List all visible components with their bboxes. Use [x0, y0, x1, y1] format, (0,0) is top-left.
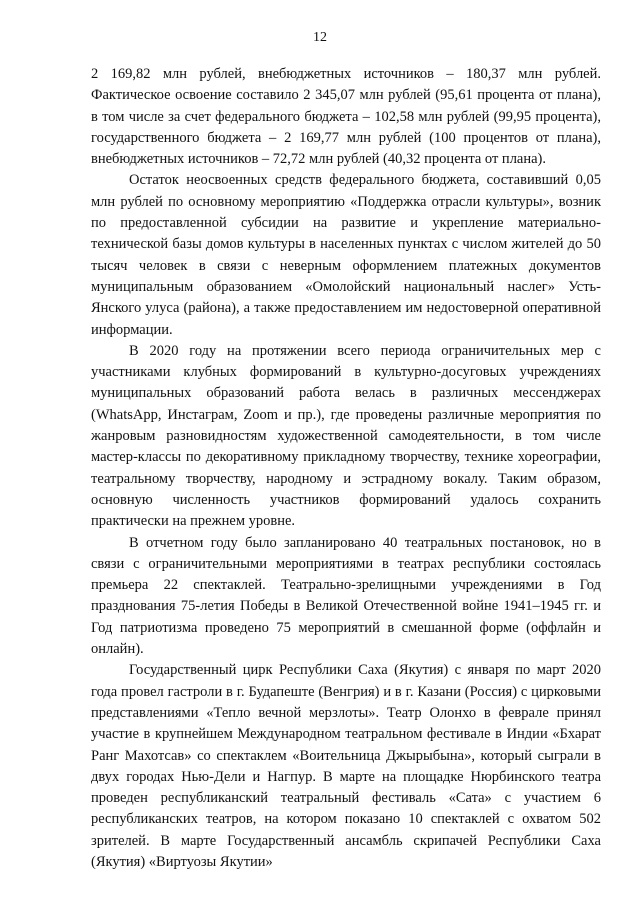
paragraph-budget-execution: 2 169,82 млн рублей, внебюджетных источников – 180,37 млн рублей. Фактическое освоение составило 2 345,07 млн рублей (95,61 процента от плана), в том числе за счет федерального бюджета – 102,58 млн рублей (99,95 процента), государственного бюджета – 2 169,77 млн рублей (100 процентов от плана), внебюджетных источников – 72,72 млн рублей (40,32 процента от плана).	[91, 66, 601, 168]
page-number: 12	[313, 30, 327, 45]
paragraph-circus-tours: Государственный цирк Республики Саха (Якутия) с января по март 2020 года провел гастроли в г. Будапеште (Венгрия) и в г. Казани (Россия) с цирковыми представлениями «Тепло вечной мерзлоты». Театр Олонхо в феврале принял участие в крупнейшем Международном театральном фестивале в Индии «Бхарат Ранг Махотсав» со спектаклем «Воительница Джырыбына», который сыграли в двух городах Нью-Дели и Нагпур. В марте на площадке Нюрбинского театра проведен республиканский театральный фестиваль «Сата» с участием 6 республиканских театров, на котором показано 10 спектаклей с охватом 502 зрителей. В марте Государственный ансамбль скрипачей Республики Саха (Якутия) «Виртуозы Якутии»	[91, 662, 601, 870]
paragraph-club-activities: В 2020 году на протяжении всего периода ограничительных мер с участниками клубных формирований в культурно-досуговых учреждениях муниципальных образований работа велась в различных мессенджерах (WhatsApp, Инстаграм, Zoom и пр.), где проведены различные мероприятия по жанровым разновидностям художественной самодеятельности, в том числе мастер-классы по декоративному прикладному творчеству, технике хореографии, театральному творчеству, народному и эстрадному вокалу. Таким образом, основную численность участников формирований удалось сохранить практически на прежнем уровне.	[91, 342, 601, 530]
paragraph-unspent-funds: Остаток неосвоенных средств федерального бюджета, составивший 0,05 млн рублей по основному мероприятию «Поддержка отрасли культуры», возник по предоставленной субсидии на развитие и укрепление материально-технической базы домов культуры в населенных пунктах с числом жителей до 50 тысяч человек в связи с неверным оформлением платежных документов муниципальным образованием «Омолойский национальный наслег» Усть-Янского улуса (района), а также предоставлением им недостоверной оперативной информации.	[91, 172, 601, 338]
paragraph-theatre-productions: В отчетном году было запланировано 40 театральных постановок, но в связи с ограничительными мероприятиями в театрах республики состоялась премьера 22 спектаклей. Театрально-зрелищными учреждениями в Год празднования 75-летия Победы в Великой Отечественной войне 1941–1945 гг. и Год патриотизма проведено 75 мероприятий в смешанной форме (оффлайн и онлайн).	[91, 534, 601, 658]
document-body	[91, 64, 601, 873]
